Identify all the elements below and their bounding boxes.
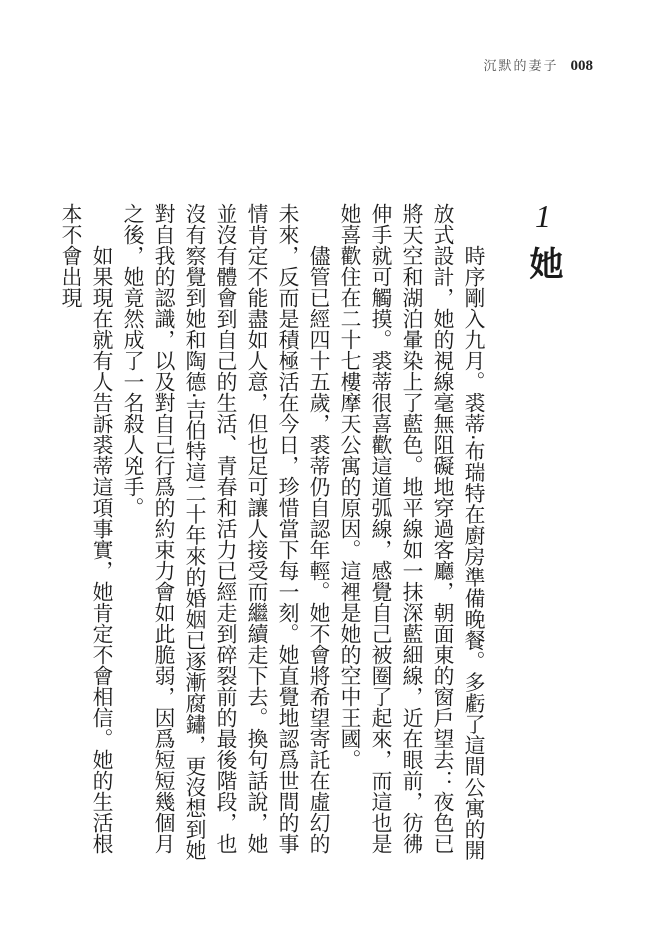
paragraph-1: 時序剛入九月。裘蒂·布瑞特在廚房準備晚餐。多虧了這間公寓的開放式設計，她的視線毫無阻礙地穿過客廳，朝面東的窗戶望去：夜色已將天空和湖泊暈染上了藍色。地平線如一抹深藍細線，近在眼前，彷彿伸手就可觸摸。裘蒂很喜歡這道弧線，感覺自己被圈了起來，而這也是她喜歡住在二十七樓摩天公寓的原因。這裡是她的空中王國。 <box>337 203 485 861</box>
body-text <box>58 203 488 863</box>
chapter-heading <box>513 196 573 280</box>
chapter-number: 1 <box>535 198 551 234</box>
page-number: 008 <box>570 58 593 74</box>
paragraph-3: 如果現在就有人告訴裘蒂這項事實，她肯定不會相信。她的生活根本不會出現 <box>58 203 113 854</box>
chapter-title: 她 <box>523 246 563 280</box>
running-header <box>483 55 593 75</box>
book-title: 沉默的妻子 <box>483 59 559 74</box>
paragraph-2: 儘管已經四十五歲，裘蒂仍自認年輕。她不會將希望寄託在虛幻的未來，反而是積極活在今日，珍惜當下每一刻。她直覺地認爲世間的事情肯定不能盡如人意，但也足可讓人接受而繼續走下去。換句話說，她並沒有體會到自己的生活、青春和活力已經走到碎裂前的最後階段，也沒有察覺到她和陶德·吉伯特這二十年來的婚姻已逐漸腐鏽，更沒想到她對自我的認識，以及對自己行爲的約束力會如此脆弱，因爲短短幾個月之後，她竟然成了一名殺人兇手。 <box>120 203 330 861</box>
